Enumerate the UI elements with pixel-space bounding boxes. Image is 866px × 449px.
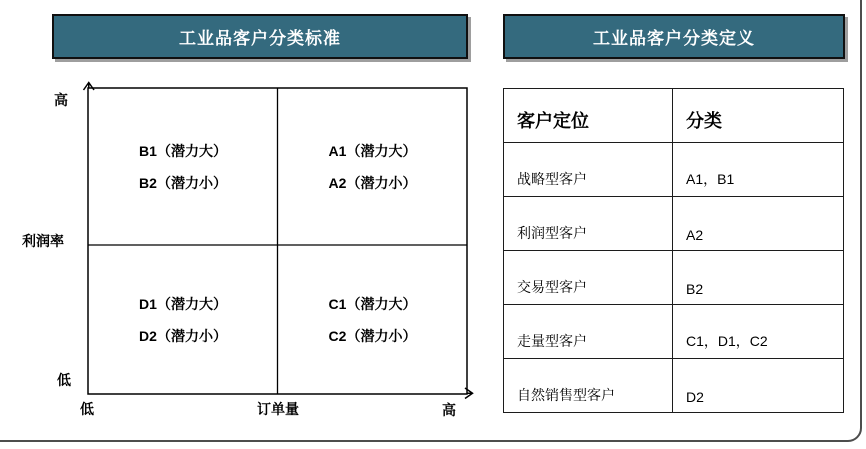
x-axis-name-label: 订单量 bbox=[257, 401, 299, 417]
col-header-classes: 分类 bbox=[673, 89, 844, 143]
table-row bbox=[504, 143, 844, 197]
quadrant-label-b1: B1（潜力大） bbox=[139, 142, 227, 159]
cell-classes: B2 bbox=[673, 251, 844, 305]
cell-position: 战略型客户 bbox=[504, 143, 673, 197]
quadrant-label-a1: A1（潜力大） bbox=[328, 142, 417, 159]
quadrant-label-c1: C1（潜力大） bbox=[328, 295, 417, 312]
table-header-row bbox=[504, 89, 844, 143]
table-row bbox=[504, 251, 844, 305]
cell-position: 交易型客户 bbox=[504, 251, 673, 305]
quadrant-label-c2: C2（潜力小） bbox=[328, 327, 417, 344]
table-row bbox=[504, 197, 844, 251]
x-axis-low-label: 低 bbox=[80, 401, 94, 417]
y-axis-low-label: 低 bbox=[57, 372, 71, 388]
quadrant-label-d1: D1（潜力大） bbox=[139, 295, 227, 312]
cell-position: 自然销售型客户 bbox=[504, 359, 673, 413]
quadrant-label-d2: D2（潜力小） bbox=[139, 327, 227, 344]
x-axis-high-label: 高 bbox=[442, 402, 456, 418]
y-axis-name-label: 利润率 bbox=[22, 233, 64, 249]
cell-position: 利润型客户 bbox=[504, 197, 673, 251]
table-row bbox=[504, 359, 844, 413]
cell-classes: A2 bbox=[673, 197, 844, 251]
quadrant-label-a2: A2（潜力小） bbox=[328, 174, 417, 191]
quadrant-top-left bbox=[89, 89, 277, 245]
left-section-title: 工业品客户分类标准 bbox=[179, 29, 341, 48]
col-header-position: 客户定位 bbox=[504, 89, 673, 143]
cell-classes: D2 bbox=[673, 359, 844, 413]
cell-position: 走量型客户 bbox=[504, 305, 673, 359]
table-row bbox=[504, 305, 844, 359]
quadrant-top-right bbox=[278, 89, 467, 245]
quadrant-label-b2: B2（潜力小） bbox=[139, 174, 227, 191]
right-section-title-banner bbox=[503, 14, 845, 59]
quadrant-bottom-left bbox=[89, 246, 277, 394]
cell-classes: A1，B1 bbox=[673, 143, 844, 197]
cell-classes: C1，D1，C2 bbox=[673, 305, 844, 359]
right-section-title: 工业品客户分类定义 bbox=[593, 29, 755, 48]
classification-table bbox=[503, 88, 844, 413]
quadrant-bottom-right bbox=[278, 246, 467, 394]
y-axis-high-label: 高 bbox=[54, 92, 68, 108]
